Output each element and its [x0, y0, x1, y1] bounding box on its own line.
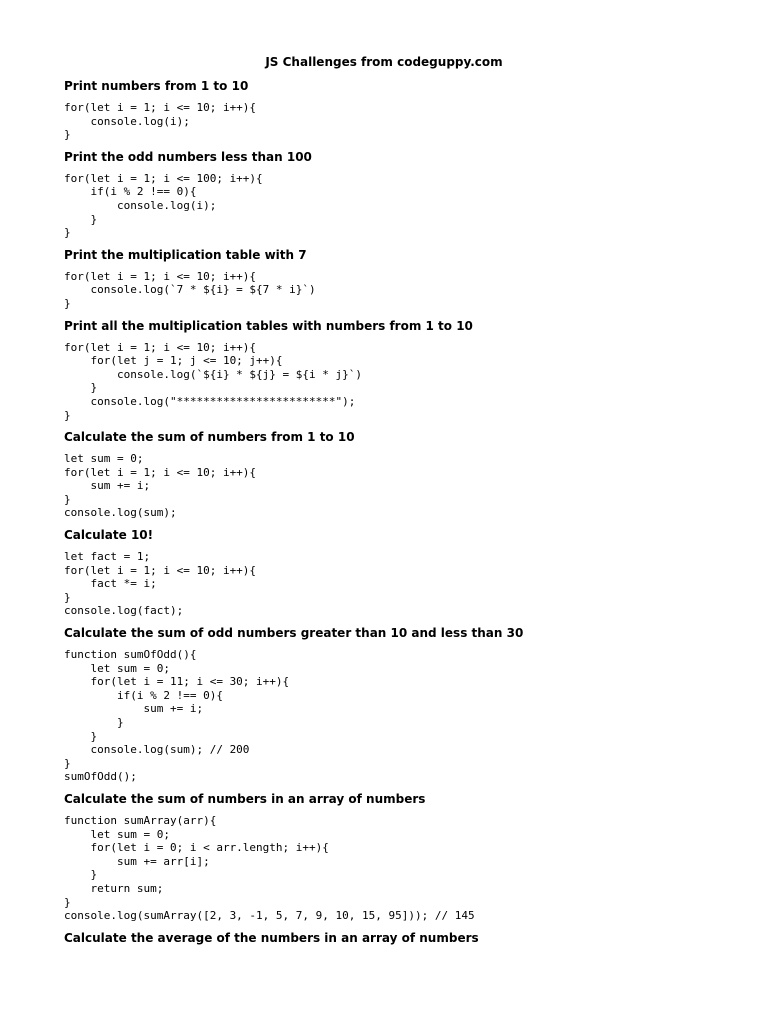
code-block: for(let i = 1; i <= 10; i++){ console.log(i); } — [64, 101, 257, 142]
section-heading: Calculate the sum of odd numbers greater than 10 and less than 30 — [64, 626, 524, 641]
section-heading: Calculate the sum of numbers from 1 to 10 — [64, 430, 355, 445]
section-heading: Calculate 10! — [64, 528, 154, 543]
section-sum-array — [64, 791, 744, 923]
code-block: for(let i = 1; i <= 10; i++){ console.log(`7 * ${i} = ${7 * i}`) } — [64, 269, 316, 310]
section-all-multiplication-tables — [64, 318, 744, 423]
section-heading: Print all the multiplication tables with numbers from 1 to 10 — [64, 318, 473, 333]
section-sum-1-to-10 — [64, 429, 744, 520]
code-block: for(let i = 1; i <= 10; i++){ for(let j = 1; j <= 10; j++){ console.log(`${i} * ${j} = ${i * j}`) } console.log("************************"); } — [64, 340, 363, 422]
section-heading: Calculate the sum of numbers in an array of numbers — [64, 791, 426, 806]
code-block: function sumArray(arr){ let sum = 0; for(let i = 0; i < arr.length; i++){ sum += arr[i]; } return sum; } console.log(sumArray([2, 3, -1, 5, 7, 9, 10, 15, 95])); // 145 — [64, 813, 475, 923]
section-sum-of-odd — [64, 625, 744, 784]
section-heading: Print the odd numbers less than 100 — [64, 149, 312, 164]
section-odd-numbers — [64, 149, 744, 240]
section-average-array — [64, 930, 744, 946]
code-block: for(let i = 1; i <= 100; i++){ if(i % 2 !== 0){ console.log(i); } } — [64, 171, 263, 240]
document-content — [64, 78, 744, 953]
section-heading: Print numbers from 1 to 10 — [64, 79, 249, 93]
section-print-1-to-10 — [64, 78, 744, 142]
section-factorial — [64, 527, 744, 618]
document-title: JS Challenges from codeguppy.com — [265, 55, 503, 69]
code-block: let fact = 1; for(let i = 1; i <= 10; i++){ fact *= i; } console.log(fact); — [64, 550, 257, 618]
code-block: let sum = 0; for(let i = 1; i <= 10; i++){ sum += i; } console.log(sum); — [64, 452, 257, 520]
section-heading: Print the multiplication table with 7 — [64, 247, 307, 262]
section-multiplication-table-7 — [64, 247, 744, 311]
code-block: function sumOfOdd(){ let sum = 0; for(let i = 11; i <= 30; i++){ if(i % 2 !== 0){ sum += i; } } console.log(sum); // 200 } sumOfOdd(); — [64, 648, 290, 784]
section-heading: Calculate the average of the numbers in an array of numbers — [64, 930, 479, 945]
